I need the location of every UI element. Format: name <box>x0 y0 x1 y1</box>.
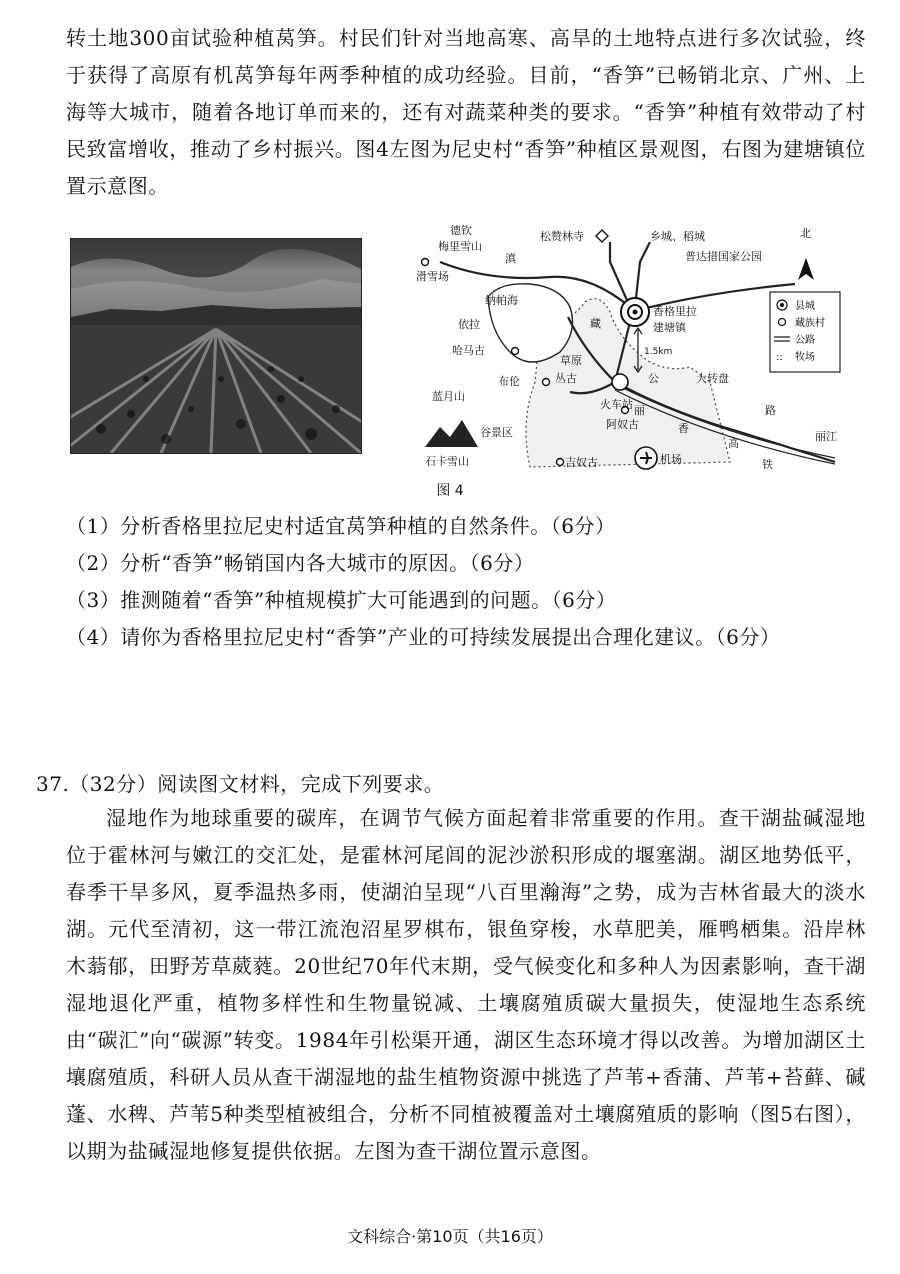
label-xiang: 香 <box>678 422 689 435</box>
question-4: （4）请你为香格里拉尼史村“香笋”产业的可持续发展提出合理化建议。（6分） <box>66 625 781 649</box>
question-list <box>66 508 886 656</box>
label-bulun: 布伦 <box>498 375 520 388</box>
label-anugu: 阿奴古 <box>606 418 639 431</box>
legend-village: 藏族村 <box>795 318 825 329</box>
train-station-icon <box>612 374 628 390</box>
label-ski: 滑雪场 <box>416 270 449 283</box>
question-37-header: 37.（32分）阅读图文材料，完成下列要求。 <box>36 772 445 796</box>
label-zang: 藏 <box>590 317 601 330</box>
label-tie: 铁 <box>762 458 773 471</box>
label-meili: 梅里雪山 <box>438 240 482 253</box>
svg-text:::: :: <box>776 352 783 363</box>
page-footer: 文科综合·第10页（共16页） <box>347 1227 553 1246</box>
north-label: 北 <box>800 227 811 240</box>
label-songzanlin: 松赞林寺 <box>540 230 584 243</box>
legend-pasture: 牧场 <box>795 352 815 363</box>
label-shika: 石卡雪山 <box>425 455 469 468</box>
label-yila: 依拉 <box>458 318 480 331</box>
label-distance: 1.5km <box>644 347 673 357</box>
label-dian: 滇 <box>505 252 516 265</box>
label-lu: 路 <box>765 404 776 417</box>
jiantang-location-map <box>410 222 850 484</box>
question-1: （1）分析香格里拉尼史村适宜莴笋种植的自然条件。（6分） <box>66 514 616 538</box>
intro-paragraph <box>66 20 866 205</box>
label-xiangcheng: 乡城、稻城 <box>650 230 705 243</box>
label-pudacuo: 普达措国家公园 <box>685 250 762 263</box>
label-train-station: 火车站 <box>600 398 633 411</box>
label-napahai: 纳帕海 <box>485 294 518 307</box>
field-photo <box>70 238 362 454</box>
question-2: （2）分析“香笋”畅销国内各大城市的原因。（6分） <box>66 551 535 575</box>
label-li: 丽 <box>634 404 645 417</box>
label-lanyueshan: 蓝月山 <box>432 390 465 403</box>
label-jinugu: 吉奴古 <box>565 456 598 469</box>
label-shangri-la: 香格里拉 <box>653 305 697 318</box>
legend-county: 县城 <box>795 301 815 312</box>
question-3: （3）推测随着“香笋”种植规模扩大可能遇到的问题。（6分） <box>66 588 617 612</box>
intro-text: 转土地300亩试验种植莴笋。村民们针对当地高寒、高旱的土地特点进行多次试验，终于获得了高原有机莴笋每年两季种植的成功经验。目前，“香笋”已畅销北京、广州、上海等大城市，随着各地订单而来的，还有对蔬菜种类的要求。“香笋”种植有效带动了村民致富增收，推动了乡村振兴。图4左图为尼史村“香笋”种植区景观图，右图为建塘镇位置示意图。 <box>66 26 866 198</box>
label-gong: 公 <box>648 372 659 385</box>
label-dazhuanpan: 大转盘 <box>696 372 729 385</box>
label-jiantang: 建塘镇 <box>653 321 686 334</box>
shika-mountain-icon <box>425 420 478 447</box>
label-caoyuan: 草原 <box>560 354 582 367</box>
question-37-material <box>66 800 866 1170</box>
label-conggu: 丛古 <box>555 372 577 385</box>
north-arrow-icon <box>798 258 814 280</box>
legend-road: 公路 <box>795 335 815 346</box>
figure-4-caption: 图 4 <box>436 483 464 499</box>
label-hamagu: 哈马古 <box>452 344 485 357</box>
label-lijiang: 丽江 <box>815 430 837 443</box>
label-deqin: 德钦 <box>450 224 472 237</box>
label-gao: 高 <box>728 437 739 450</box>
question-37-body: 湿地作为地球重要的碳库，在调节气候方面起着非常重要的作用。查干湖盐碱湿地位于霍林河与嫩江的交汇处，是霍林河尾闾的泥沙淤积形成的堰塞湖。湖区地势低平，春季干旱多风，夏季温热多雨，使湖泊呈现“八百里瀚海”之势，成为吉林省最大的淡水湖。元代至清初，这一带江流泡沼星罗棋布，银鱼穿梭，水草肥美，雁鸭栖集。沿岸林木蓊郁，田野芳草葳蕤。20世纪70年代末期，受气候变化和多种人为因素影响，查干湖湿地退化严重，植物多样性和生物量锐减、土壤腐殖质碳大量损失，使湿地生态系统由“碳汇”向“碳源”转变。1984年引松渠开通，湖区生态环境才得以改善。为增加湖区土壤腐殖质，科研人员从查干湖湿地的盐生植物资源中挑选了芦苇+香蒲、芦苇+苔藓、碱蓬、水稗、芦苇5种类型植被组合，分析不同植被覆盖对土壤腐殖质的影响（图5右图），以期为盐碱湿地修复提供依据。左图为查干湖位置示意图。 <box>66 806 866 1163</box>
label-guqu: 谷景区 <box>480 426 513 439</box>
label-airport: 机场 <box>660 453 682 466</box>
